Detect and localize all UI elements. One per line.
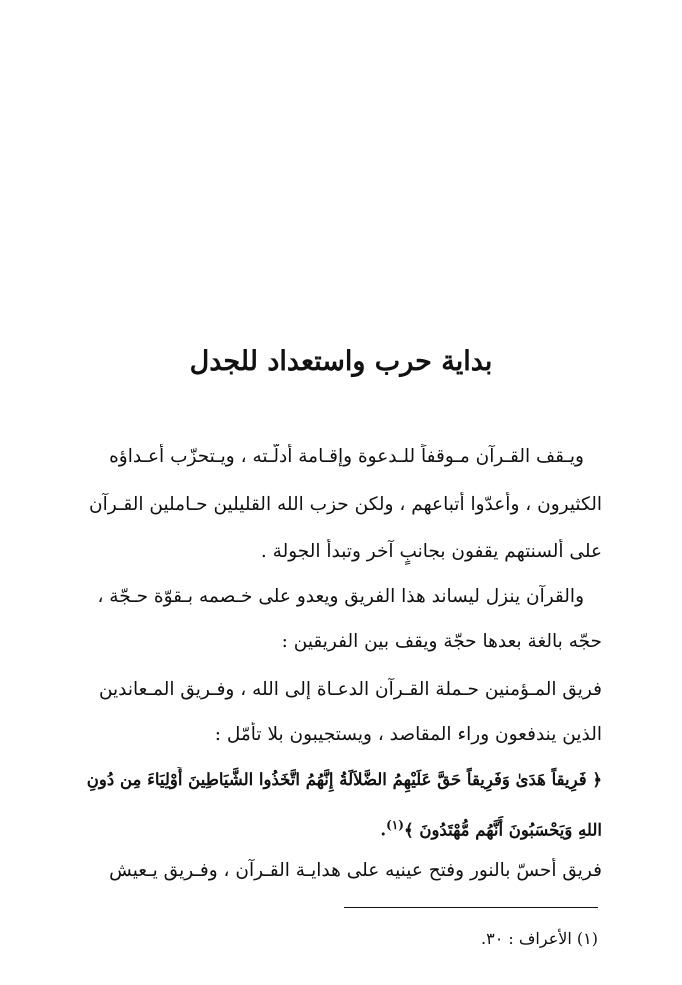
page-title: بداية حرب واستعداد للجدل — [189, 346, 493, 377]
paragraph-line-2: الكثيرون ، وأعدّوا أتباعهم ، ولكن حزب الله القليلين حـاملين القـرآن — [89, 494, 602, 515]
footnote-reference: (١) — [386, 818, 404, 832]
quran-verse-line-1: ﴿ فَرِيقاً هَدَىٰ وَفَرِيقاً حَقَّ عَلَيْهِمُ الضَّلاَلَةُ إِنَّهُمُ اتَّخَذُوا الشَّيَاطِينَ أَوْلِيَاءَ مِن دُونِ — [86, 770, 602, 789]
paragraph-line-7: الذين يندفعون وراء المقاصد ، ويستجيبون بلا تأمّل : — [214, 724, 602, 745]
footnote: (١) الأعراف : ٣٠. — [481, 929, 598, 948]
paragraph-line-6: فريق المـؤمنين حـملة القـرآن الدعـاة إلى الله ، وفـريق المـعاندين — [98, 679, 602, 700]
paragraph-line-8: فريق أحسّ بالنور وفتح عينيه على هدايـة القـرآن ، وفـريق يـعيش — [109, 860, 602, 881]
paragraph-line-5: حجّه بالغة بعدها حجّة ويقف بين الفريقين : — [281, 631, 602, 652]
paragraph-line-3: على ألسنتهم يقفون بجانبٍ آخر وتبدأ الجولة . — [260, 541, 602, 562]
footnote-divider — [344, 907, 598, 908]
paragraph-line-4: والقرآن ينزل ليساند هذا الفريق ويعدو على خـصمه بـقوّة حـجّة ، — [97, 586, 584, 607]
quran-verse-text: اللهِ وَيَحْسَبُونَ أَنَّهُم مُّهْتَدُونَ ﴾ — [403, 820, 602, 840]
quran-verse-line-2: اللهِ وَيَحْسَبُونَ أَنَّهُم مُّهْتَدُونَ ﴾$^{(١)}$. — [380, 818, 602, 840]
paragraph-line-1: ويـقف القـرآن مـوقفاً للـدعوة وإقـامة أدلّـته ، ويـتحزّب أعـداؤه — [109, 446, 584, 467]
